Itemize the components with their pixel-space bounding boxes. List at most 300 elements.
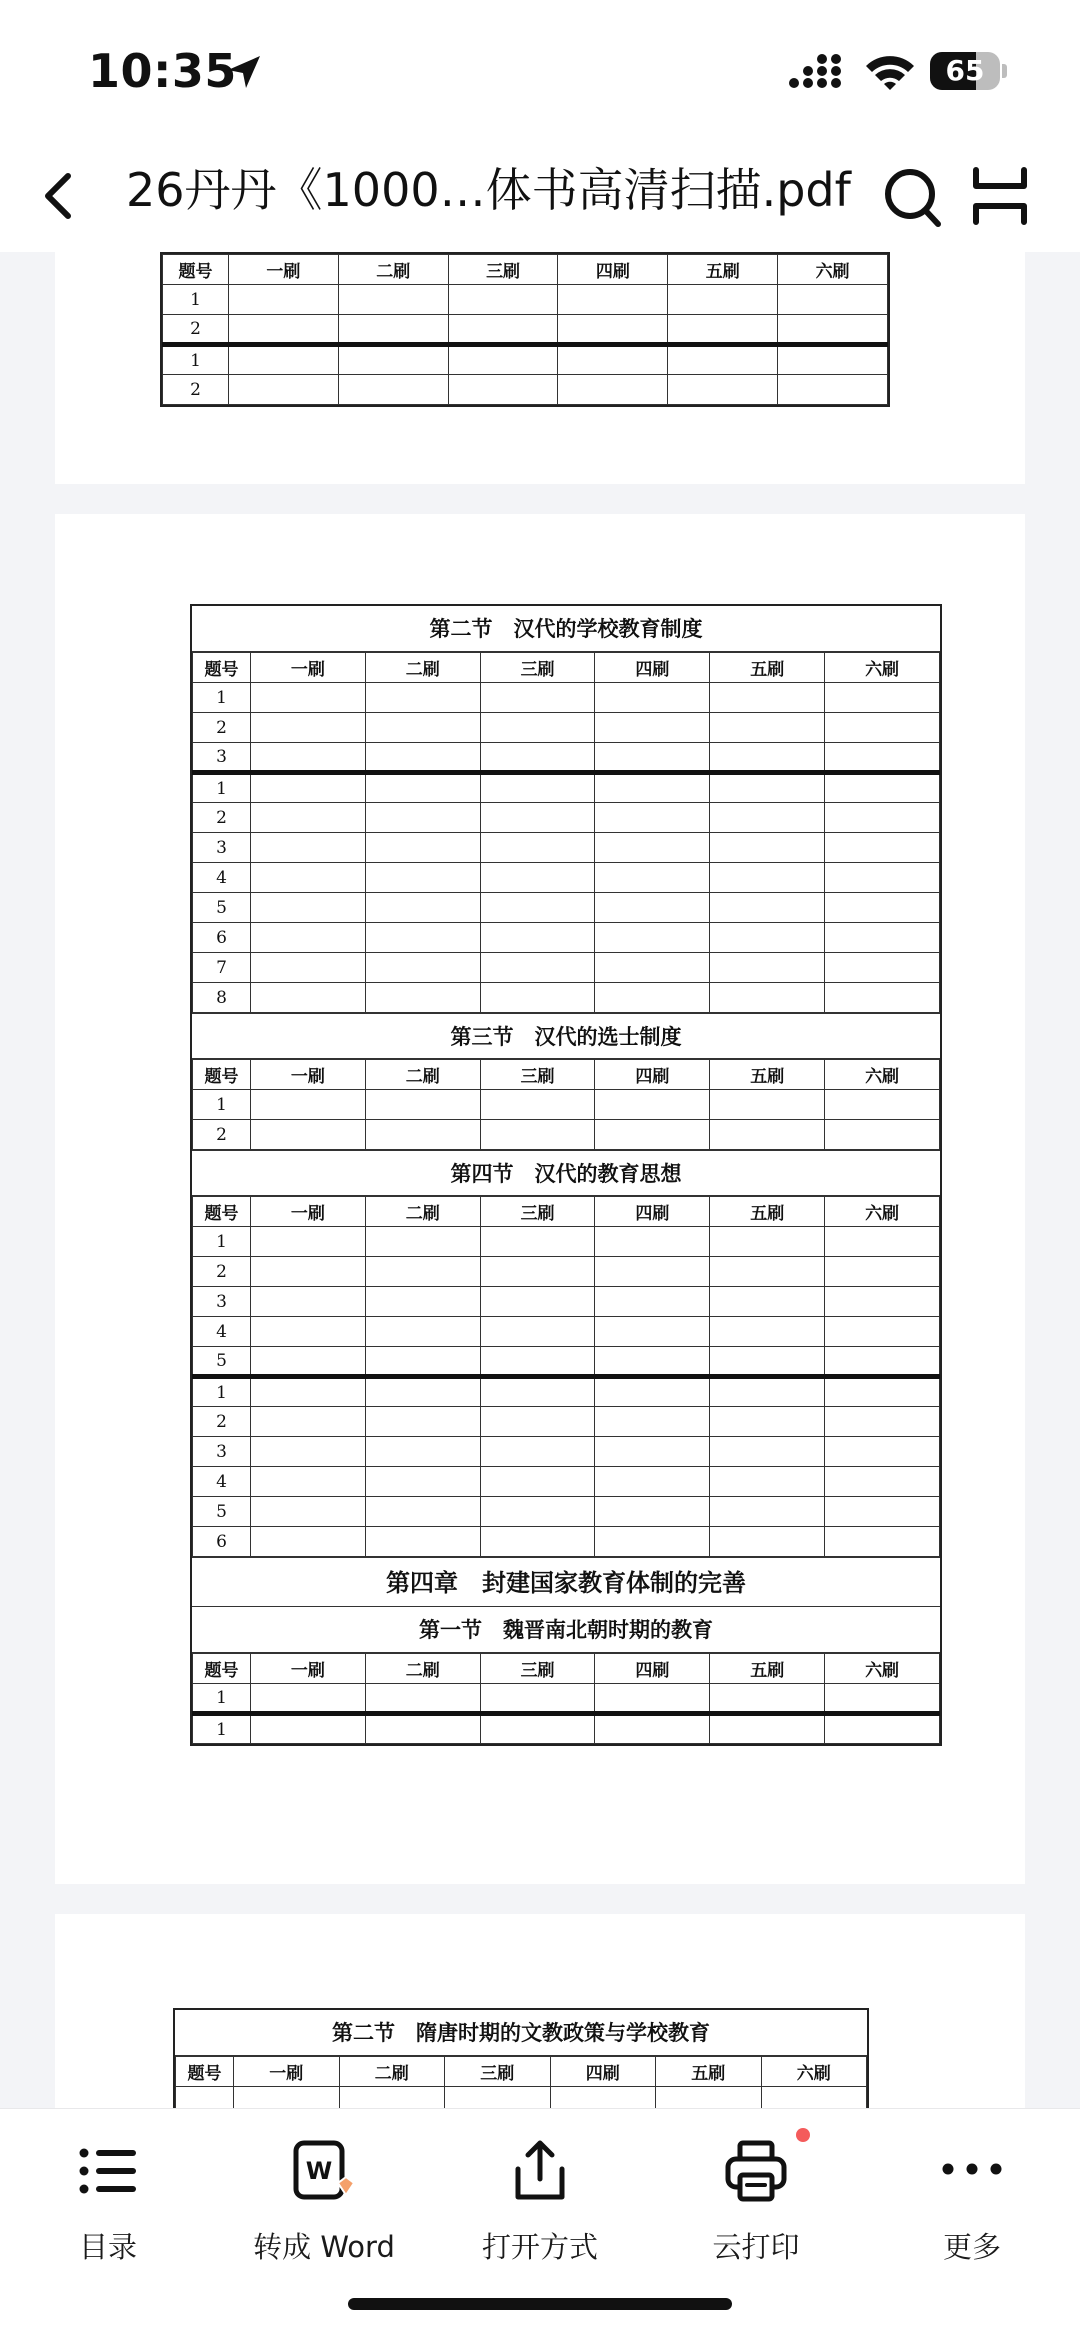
empty-cell: [595, 1684, 710, 1714]
empty-cell: [365, 1347, 480, 1377]
empty-cell: [448, 285, 558, 315]
empty-cell: [825, 713, 940, 743]
header-cell: 五刷: [656, 2057, 762, 2087]
empty-cell: [480, 1377, 595, 1407]
row-number: 5: [193, 1347, 251, 1377]
row-number: 4: [193, 1317, 251, 1347]
table-row: [193, 1317, 940, 1347]
empty-cell: [365, 893, 480, 923]
row-number: 3: [193, 743, 251, 773]
header-cell: 题号: [176, 2057, 234, 2087]
toc-label: 目录: [78, 2230, 137, 2264]
empty-cell: [825, 1347, 940, 1377]
table-row: [193, 1377, 940, 1407]
empty-cell: [595, 953, 710, 983]
empty-cell: [251, 1467, 366, 1497]
section-title: 第三节 汉代的选士制度: [192, 1013, 940, 1059]
empty-cell: [825, 953, 940, 983]
empty-cell: [825, 1377, 940, 1407]
empty-cell: [480, 923, 595, 953]
pdf-page: [55, 514, 1025, 1884]
empty-cell: [710, 803, 825, 833]
header-cell: 一刷: [251, 1060, 366, 1090]
header-cell: 二刷: [339, 2057, 445, 2087]
empty-cell: [480, 1497, 595, 1527]
table-row: [193, 1287, 940, 1317]
header-cell: 五刷: [710, 1060, 825, 1090]
open-with-label: 打开方式: [481, 2230, 598, 2264]
empty-cell: [480, 1347, 595, 1377]
row-number: 2: [163, 315, 229, 345]
empty-cell: [365, 1090, 480, 1120]
more-label: 更多: [942, 2230, 1001, 2264]
header-cell: 三刷: [480, 1060, 595, 1090]
empty-cell: [480, 1317, 595, 1347]
empty-cell: [825, 803, 940, 833]
empty-cell: [480, 1684, 595, 1714]
empty-cell: [365, 983, 480, 1013]
empty-cell: [595, 713, 710, 743]
empty-cell: [365, 953, 480, 983]
empty-cell: [778, 345, 888, 375]
empty-cell: [365, 1437, 480, 1467]
empty-cell: [480, 683, 595, 713]
header-cell: 六刷: [825, 1060, 940, 1090]
empty-cell: [480, 1407, 595, 1437]
list-icon: [72, 2135, 144, 2207]
empty-cell: [251, 833, 366, 863]
empty-cell: [825, 893, 940, 923]
empty-cell: [365, 743, 480, 773]
header-cell: 二刷: [365, 1197, 480, 1227]
empty-cell: [558, 375, 668, 405]
pdf-page: [55, 1914, 1025, 2108]
empty-cell: [710, 1407, 825, 1437]
empty-cell: [595, 983, 710, 1013]
empty-cell: [825, 1090, 940, 1120]
empty-cell: [365, 1227, 480, 1257]
header-cell: 六刷: [778, 255, 888, 285]
open-with-button[interactable]: [450, 2125, 630, 2275]
header-cell: 题号: [193, 1060, 251, 1090]
empty-cell: [668, 375, 778, 405]
header-cell: 四刷: [550, 2057, 656, 2087]
row-number: 1: [163, 285, 229, 315]
table-row: [193, 1120, 940, 1150]
row-number: 1: [193, 1377, 251, 1407]
header-cell: 题号: [193, 1654, 251, 1684]
empty-cell: [595, 803, 710, 833]
chapter-title: 第四章 封建国家教育体制的完善: [192, 1557, 940, 1607]
record-table: [190, 604, 942, 1746]
empty-cell: [825, 923, 940, 953]
empty-cell: [710, 1377, 825, 1407]
row-number: 1: [193, 1684, 251, 1714]
empty-cell: [229, 375, 339, 405]
header-cell: 六刷: [761, 2057, 867, 2087]
empty-cell: [710, 1684, 825, 1714]
row-number: 1: [193, 1714, 251, 1744]
empty-cell: [595, 893, 710, 923]
empty-cell: [480, 1437, 595, 1467]
empty-cell: [710, 1287, 825, 1317]
empty-cell: [595, 1317, 710, 1347]
fullscreen-toggle-button[interactable]: [968, 162, 1032, 230]
section-title: 第二节 隋唐时期的文教政策与学校教育: [175, 2010, 867, 2056]
table-row: [163, 375, 888, 405]
table-row: [193, 1227, 940, 1257]
record-table: [173, 2008, 869, 2108]
empty-cell: [480, 1714, 595, 1744]
empty-cell: [365, 1497, 480, 1527]
empty-cell: [365, 1287, 480, 1317]
empty-cell: [825, 1407, 940, 1437]
empty-cell: [710, 683, 825, 713]
empty-cell: [251, 1287, 366, 1317]
toc-button[interactable]: [18, 2125, 198, 2275]
header-cell: 三刷: [448, 255, 558, 285]
row-number: 1: [193, 683, 251, 713]
empty-cell: [595, 923, 710, 953]
empty-cell: [825, 1437, 940, 1467]
empty-cell: [825, 683, 940, 713]
empty-cell: [251, 953, 366, 983]
empty-cell: [251, 773, 366, 803]
empty-cell: [778, 375, 888, 405]
location-arrow-icon: [224, 52, 264, 92]
empty-cell: [480, 1120, 595, 1150]
empty-cell: [251, 1527, 366, 1557]
empty-cell: [365, 863, 480, 893]
empty-cell: [825, 1497, 940, 1527]
empty-cell: [825, 1467, 940, 1497]
row-number: 5: [193, 1497, 251, 1527]
header-cell: 一刷: [229, 255, 339, 285]
more-button[interactable]: [882, 2125, 1062, 2275]
row-number: 6: [193, 923, 251, 953]
nav-bar: [0, 140, 1080, 252]
header-cell: 三刷: [445, 2057, 551, 2087]
empty-cell: [448, 375, 558, 405]
header-cell: 五刷: [710, 1197, 825, 1227]
empty-cell: [668, 345, 778, 375]
header-cell: 六刷: [825, 1197, 940, 1227]
row-number: 1: [163, 345, 229, 375]
empty-cell: [365, 1527, 480, 1557]
empty-cell: [595, 1257, 710, 1287]
empty-cell: [710, 773, 825, 803]
empty-cell: [365, 803, 480, 833]
battery-percent: 65: [945, 54, 985, 87]
empty-cell: [365, 1377, 480, 1407]
convert-to-word-button[interactable]: [234, 2125, 414, 2275]
row-number: 1: [193, 1090, 251, 1120]
header-cell: 二刷: [338, 255, 448, 285]
row-number: 2: [163, 375, 229, 405]
header-cell: 一刷: [251, 653, 366, 683]
empty-cell: [448, 345, 558, 375]
header-cell: 题号: [163, 255, 229, 285]
empty-cell: [251, 1317, 366, 1347]
pdf-page: [55, 252, 1025, 484]
empty-cell: [251, 743, 366, 773]
empty-cell: [778, 315, 888, 345]
empty-cell: [558, 315, 668, 345]
empty-cell: [595, 863, 710, 893]
empty-cell: [595, 1090, 710, 1120]
empty-cell: [710, 1437, 825, 1467]
empty-cell: [480, 1467, 595, 1497]
table-row: [193, 1257, 940, 1287]
empty-cell: [251, 893, 366, 923]
empty-cell: [251, 1497, 366, 1527]
empty-cell: [778, 285, 888, 315]
empty-cell: [710, 1317, 825, 1347]
empty-cell: [229, 315, 339, 345]
empty-cell: [251, 1347, 366, 1377]
empty-cell: [825, 1317, 940, 1347]
empty-cell: [480, 953, 595, 983]
empty-cell: [480, 863, 595, 893]
row-number: 6: [193, 1527, 251, 1557]
header-cell: 四刷: [558, 255, 668, 285]
header-cell: 一刷: [251, 1654, 366, 1684]
header-cell: 四刷: [595, 1654, 710, 1684]
empty-cell: [251, 983, 366, 1013]
table-row: [193, 1407, 940, 1437]
empty-cell: [365, 683, 480, 713]
section-title: 第一节 魏晋南北朝时期的教育: [192, 1607, 940, 1653]
table-row: [193, 953, 940, 983]
empty-cell: [338, 315, 448, 345]
empty-cell: [710, 1467, 825, 1497]
empty-cell: [710, 1714, 825, 1744]
header-cell: 四刷: [595, 1060, 710, 1090]
empty-cell: [338, 285, 448, 315]
empty-cell: [251, 1227, 366, 1257]
row-number: 1: [193, 773, 251, 803]
empty-cell: [825, 1227, 940, 1257]
share-icon: [504, 2135, 576, 2207]
empty-cell: [251, 863, 366, 893]
empty-cell: [825, 1527, 940, 1557]
empty-cell: [595, 1527, 710, 1557]
empty-cell: [558, 345, 668, 375]
empty-cell: [710, 893, 825, 923]
status-time: 10:35: [88, 44, 237, 98]
word-document-icon: [288, 2135, 360, 2207]
empty-cell: [251, 683, 366, 713]
table-grid: [192, 1059, 940, 1150]
empty-cell: [710, 863, 825, 893]
row-number: 2: [193, 713, 251, 743]
table-row: [163, 285, 888, 315]
empty-cell: [710, 953, 825, 983]
empty-cell: [480, 1227, 595, 1257]
cloud-print-label: 云打印: [712, 2230, 800, 2264]
empty-cell: [365, 773, 480, 803]
empty-cell: [595, 683, 710, 713]
section-title: 第四节 汉代的教育思想: [192, 1150, 940, 1196]
header-cell: 一刷: [251, 1197, 366, 1227]
empty-cell: [825, 1257, 940, 1287]
empty-cell: [251, 923, 366, 953]
header-cell: 三刷: [480, 653, 595, 683]
empty-cell: [365, 713, 480, 743]
empty-cell: [595, 743, 710, 773]
row-number: 3: [193, 833, 251, 863]
empty-cell: [825, 1287, 940, 1317]
status-bar: [0, 0, 1080, 140]
empty-cell: [229, 345, 339, 375]
empty-cell: [480, 893, 595, 923]
section-title: 第二节 汉代的学校教育制度: [192, 606, 940, 652]
empty-cell: [480, 713, 595, 743]
search-button[interactable]: [880, 162, 944, 230]
table-row: [193, 923, 940, 953]
wifi-icon: [864, 52, 916, 92]
battery-icon: [930, 52, 1008, 90]
empty-cell: [229, 285, 339, 315]
empty-cell: [251, 803, 366, 833]
svg-text:W: W: [305, 2157, 333, 2185]
table-grid: [162, 254, 888, 405]
empty-cell: [480, 743, 595, 773]
record-table: [160, 252, 890, 407]
empty-cell: [825, 743, 940, 773]
cloud-print-button[interactable]: [666, 2125, 846, 2275]
empty-cell: [365, 1257, 480, 1287]
table-row: [193, 1527, 940, 1557]
header-cell: 二刷: [365, 653, 480, 683]
empty-cell: [710, 1497, 825, 1527]
empty-cell: [338, 375, 448, 405]
header-cell: 五刷: [710, 1654, 825, 1684]
empty-cell: [480, 803, 595, 833]
empty-cell: [595, 1437, 710, 1467]
back-button[interactable]: [28, 164, 88, 228]
row-number: 2: [193, 1120, 251, 1150]
table-grid: [175, 2056, 867, 2108]
table-row: [193, 1714, 940, 1744]
header-cell: 二刷: [365, 1060, 480, 1090]
empty-cell: [595, 1497, 710, 1527]
table-row: [193, 683, 940, 713]
header-cell: 六刷: [825, 1654, 940, 1684]
empty-cell: [365, 1684, 480, 1714]
table-row: [193, 803, 940, 833]
empty-cell: [595, 1377, 710, 1407]
empty-cell: [825, 983, 940, 1013]
convert-to-word-label: 转成 Word: [253, 2230, 395, 2264]
empty-cell: [338, 345, 448, 375]
table-row: [163, 315, 888, 345]
row-number: 2: [193, 803, 251, 833]
empty-cell: [480, 1257, 595, 1287]
notification-dot: [796, 2128, 810, 2142]
cellular-signal-icon: [788, 54, 844, 90]
empty-cell: [251, 1714, 366, 1744]
empty-cell: [365, 1714, 480, 1744]
empty-cell: [448, 315, 558, 345]
empty-cell: [710, 743, 825, 773]
row-number: 5: [193, 893, 251, 923]
empty-cell: [480, 773, 595, 803]
empty-cell: [825, 863, 940, 893]
empty-cell: [595, 773, 710, 803]
header-cell: 六刷: [825, 653, 940, 683]
empty-cell: [825, 773, 940, 803]
empty-cell: [365, 1317, 480, 1347]
row-number: 3: [193, 1437, 251, 1467]
empty-cell: [595, 1287, 710, 1317]
row-number: 2: [193, 1257, 251, 1287]
empty-cell: [365, 1407, 480, 1437]
empty-cell: [825, 1714, 940, 1744]
home-indicator: [348, 2298, 732, 2310]
row-number: 4: [193, 1467, 251, 1497]
table-row: [193, 1090, 940, 1120]
header-cell: 题号: [193, 653, 251, 683]
table-row: [193, 1467, 940, 1497]
table-row: [193, 893, 940, 923]
empty-cell: [251, 1377, 366, 1407]
empty-cell: [480, 983, 595, 1013]
empty-cell: [595, 1120, 710, 1150]
header-cell: 四刷: [595, 1197, 710, 1227]
document-title: 26丹丹《1000…体书高清扫描.pdf: [126, 163, 851, 217]
empty-cell: [251, 1407, 366, 1437]
header-cell: 一刷: [234, 2057, 340, 2087]
table-row: [193, 1437, 940, 1467]
header-cell: 题号: [193, 1197, 251, 1227]
header-cell: 五刷: [668, 255, 778, 285]
empty-cell: [480, 1090, 595, 1120]
empty-cell: [365, 1467, 480, 1497]
empty-cell: [480, 1287, 595, 1317]
row-number: 1: [193, 1227, 251, 1257]
empty-cell: [710, 713, 825, 743]
table-row: [193, 833, 940, 863]
empty-cell: [251, 713, 366, 743]
empty-cell: [668, 285, 778, 315]
empty-cell: [251, 1120, 366, 1150]
table-row: [193, 713, 940, 743]
empty-cell: [365, 923, 480, 953]
table-row: [193, 1684, 940, 1714]
empty-cell: [595, 833, 710, 863]
empty-cell: [710, 1090, 825, 1120]
empty-cell: [595, 1467, 710, 1497]
empty-cell: [710, 1227, 825, 1257]
table-grid: [192, 652, 940, 1013]
table-row: [163, 345, 888, 375]
pdf-viewer[interactable]: [0, 252, 1080, 2108]
header-cell: 五刷: [710, 653, 825, 683]
table-row: [193, 1347, 940, 1377]
empty-cell: [595, 1227, 710, 1257]
empty-cell: [251, 1437, 366, 1467]
empty-cell: [595, 1407, 710, 1437]
empty-cell: [480, 833, 595, 863]
more-dots-icon: [936, 2135, 1008, 2207]
empty-cell: [825, 1120, 940, 1150]
row-number: 7: [193, 953, 251, 983]
empty-cell: [251, 1257, 366, 1287]
table-row: [193, 983, 940, 1013]
empty-cell: [710, 833, 825, 863]
empty-cell: [710, 983, 825, 1013]
